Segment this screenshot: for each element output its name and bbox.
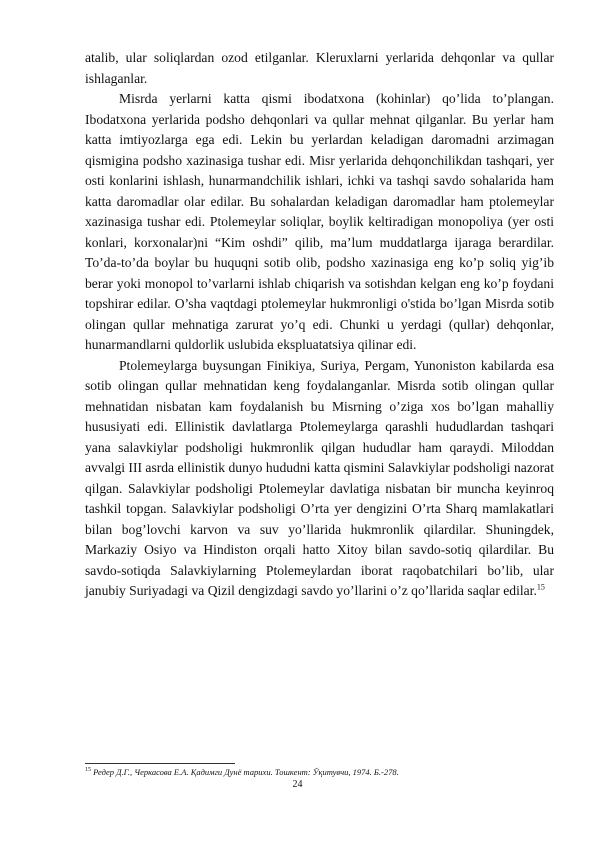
paragraph-seleucids [85, 356, 554, 602]
footnote-text: Редер Д.Г., Черкасова Е.А. Қадимги Дунё тарихи. Тошкент: Ўқитувчи, 1974. Б.-278. [93, 767, 399, 777]
body-text [85, 48, 554, 602]
page-number: 24 [292, 779, 303, 790]
paragraph-seleucids-text: Ptolemeylarga buysungan Finikiya, Suriya, Pergam, Yunoniston kabilarda esa sotib olingan qullar mehnatidan keng foydalanganlar. Misrda sotib olingan qullar mehnatidan nisbatan kam foydalanish bu Misrning o’ziga xos bo’lgan mahalliy hususiyati edi. Ellinistik davlatlarga Ptolemeylarga qarashli hududlardan tashqari yana salavkiylar podsholigi hukmronlik qilgan hududlar ham qaraydi. Miloddan avvalgi III asrda ellinistik dunyo hududni katta qismini Salavkiylar podsholigi nazorat qilgan. Salavkiylar podsholigi Ptolemeylar davlatiga nisbatan bir muncha keyinroq tashkil topgan. Salavkiylar podsholigi O’rta yer dengizini O’rta Sharq mamlakatlari bilan bog’lovchi karvon va suv yo’llarida hukmronlik qilardilar. Shuningdek, Markaziy Osiyo va Hindiston orqali hatto Xitoy bilan savdo-sotiq qilardilar. Bu savdo-sotiqda Salavkiylarning Ptolemeylardan iborat raqobatchilari bo’lib, ular janubiy Suriyadagi va Qizil dengizdagi savdo yo’llarini o’z qo’llarida saqlar edilar. [85, 357, 554, 598]
footnote-reference[interactable]: 15 [536, 582, 545, 592]
footnote [85, 767, 554, 778]
paragraph-egypt-lands: Misrda yerlarni katta qismi ibodatxona (kohinlar) qo’lida to’plangan. Ibodatxona yerlarida podsho dehqonlari va qullar mehnat qilganlar. Bu yerlar ham katta imtiyozlarga ega edi. Lekin bu yerlardan keladigan daromadni arzimagan qismigina podsho xazinasiga tushar edi. Misr yerlarida dehqonchilikdan tashqari, yer osti konlarini ishlash, hunarmandchilik ishlari, ichki va tashqi savdo sohalarida ham katta daromadlar olar edilar. Bu sohalardan keladigan daromadlar ham ptolemeylar xazinasiga tushar edi. Ptolemeylar soliqlar, boylik keltiradigan monopoliya (yer osti konlari, korxonalar)ni “Kim oshdi” qilib, ma’lum muddatlarga ijaraga berardilar. To’da-to’da boylar bu huquqni sotib olib, podsho xazinasiga eng ko’p soliq yig’ib berar yoki monopol to’varlarni ishlab chiqarish va sotishdan kelgan eng ko’p foydani topshirar edilar. O’sha vaqtdagi ptolemeylar hukmronligi o'stida bo’lgan Misrda sotib olingan qullar mehnatiga zarurat yo’q edi. Chunki u yerdagi (qullar) dehqonlar, hunarmandlarni quldorlik uslubida ekspluatatsiya qilinar edi. [85, 91, 554, 352]
paragraph-continuation: atalib, ular soliqlardan ozod etilganlar. Kleruxlarni yerlarida dehqonlar va qullar ishlaganlar. [85, 50, 554, 86]
footnote-divider [85, 763, 235, 764]
footnote-marker: 15 [85, 767, 91, 774]
